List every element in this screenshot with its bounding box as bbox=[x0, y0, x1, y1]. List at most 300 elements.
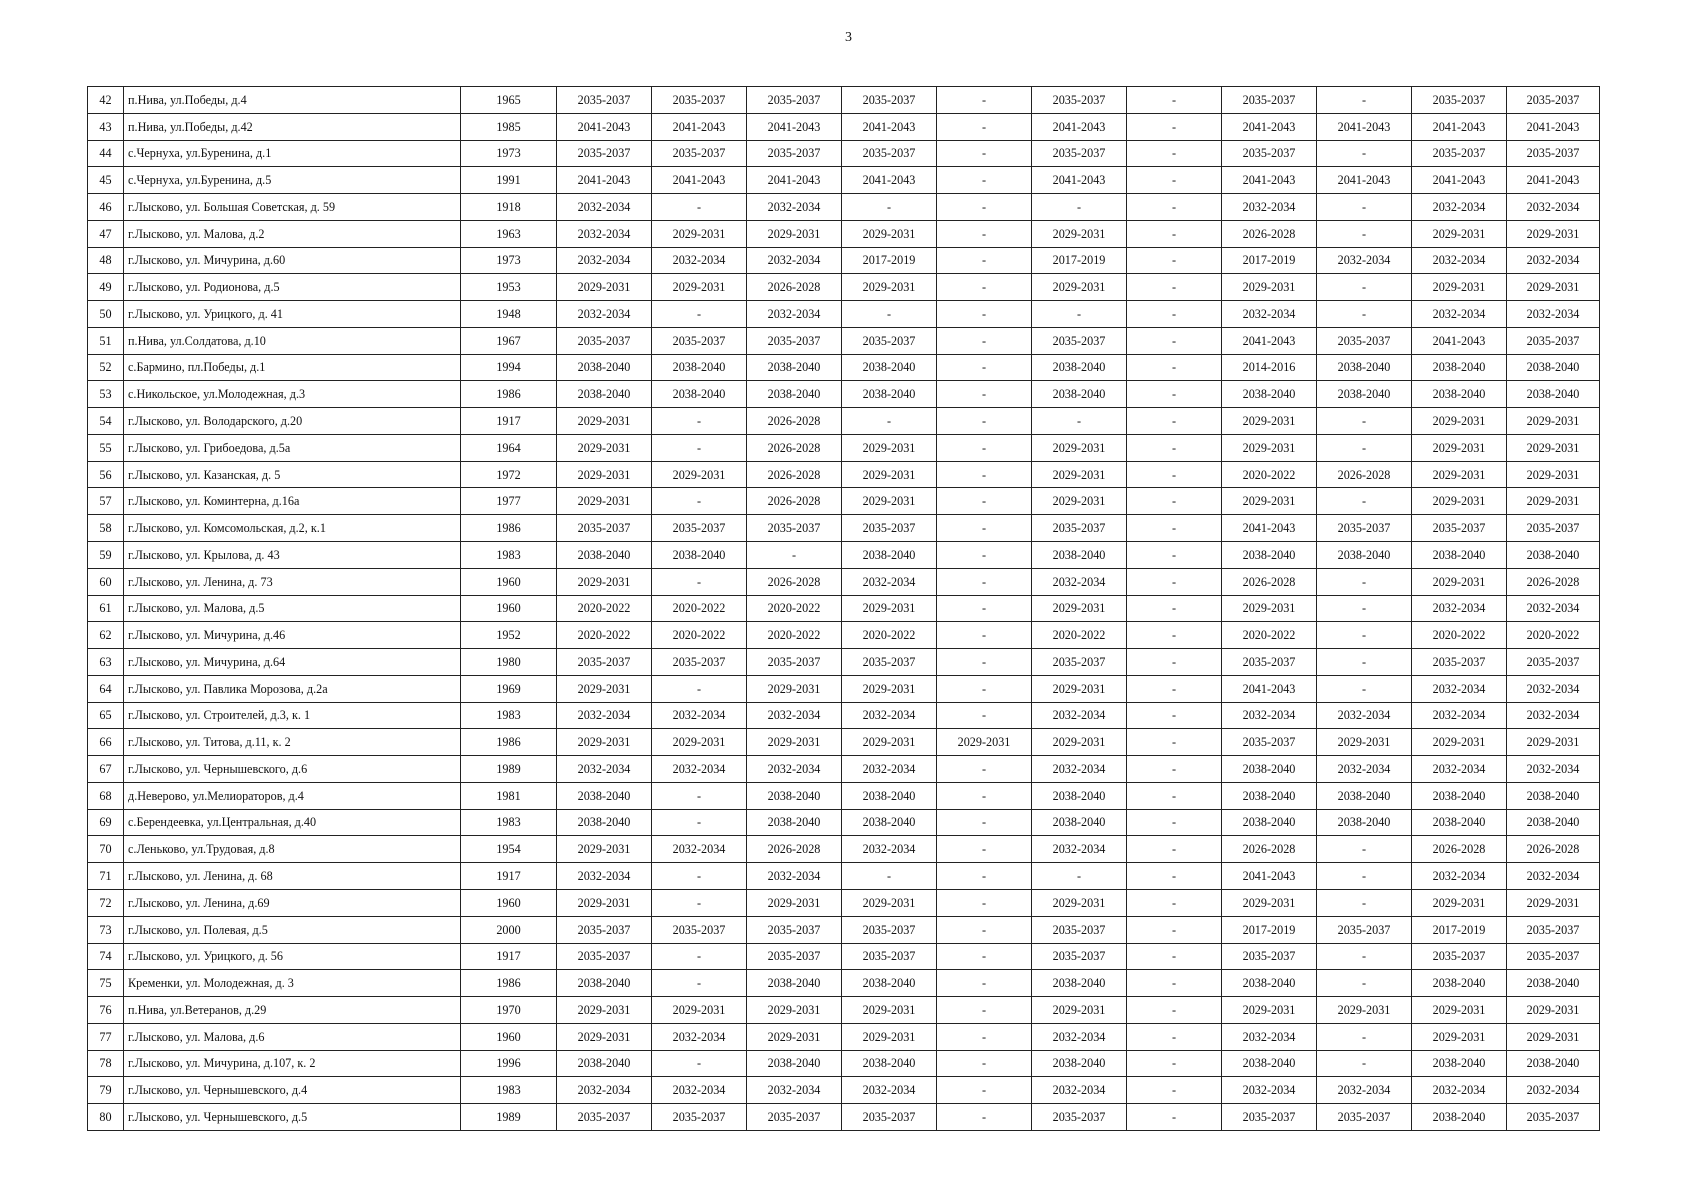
period-cell: 2038-2040 bbox=[1317, 542, 1412, 569]
period-cell: - bbox=[1127, 863, 1222, 890]
row-number-cell: 75 bbox=[88, 970, 124, 997]
period-cell: 2032-2034 bbox=[1412, 702, 1507, 729]
year-cell: 1977 bbox=[461, 488, 557, 515]
period-cell: 2041-2043 bbox=[842, 113, 937, 140]
period-cell: - bbox=[1127, 1050, 1222, 1077]
period-cell: 2035-2037 bbox=[557, 649, 652, 676]
period-cell: - bbox=[937, 381, 1032, 408]
period-cell: 2038-2040 bbox=[1317, 782, 1412, 809]
period-cell: - bbox=[1127, 622, 1222, 649]
table-row bbox=[88, 113, 1600, 140]
period-cell: 2041-2043 bbox=[1507, 167, 1600, 194]
row-number-cell: 67 bbox=[88, 756, 124, 783]
period-cell: - bbox=[1317, 274, 1412, 301]
period-cell: 2035-2037 bbox=[652, 515, 747, 542]
period-cell: 2032-2034 bbox=[1412, 863, 1507, 890]
period-cell: - bbox=[937, 782, 1032, 809]
period-cell: 2026-2028 bbox=[747, 568, 842, 595]
address-cell: г.Лысково, ул. Чернышевского, д.4 bbox=[124, 1077, 461, 1104]
row-number-cell: 73 bbox=[88, 916, 124, 943]
year-cell: 1991 bbox=[461, 167, 557, 194]
period-cell: - bbox=[1127, 301, 1222, 328]
row-number-cell: 44 bbox=[88, 140, 124, 167]
year-cell: 1989 bbox=[461, 1104, 557, 1131]
year-cell: 1969 bbox=[461, 675, 557, 702]
period-cell: - bbox=[937, 756, 1032, 783]
year-cell: 1986 bbox=[461, 729, 557, 756]
period-cell: 2032-2034 bbox=[652, 836, 747, 863]
period-cell: 2029-2031 bbox=[937, 729, 1032, 756]
period-cell: 2029-2031 bbox=[747, 997, 842, 1024]
period-cell: 2029-2031 bbox=[557, 836, 652, 863]
address-cell: г.Лысково, ул. Коминтерна, д.16а bbox=[124, 488, 461, 515]
period-cell: 2029-2031 bbox=[1507, 729, 1600, 756]
period-cell: 2017-2019 bbox=[1222, 247, 1317, 274]
period-cell: 2035-2037 bbox=[1507, 327, 1600, 354]
period-cell: 2029-2031 bbox=[1317, 729, 1412, 756]
period-cell: 2029-2031 bbox=[652, 729, 747, 756]
period-cell: 2041-2043 bbox=[1032, 167, 1127, 194]
period-cell: - bbox=[1317, 194, 1412, 221]
period-cell: 2029-2031 bbox=[842, 220, 937, 247]
period-cell: - bbox=[1127, 1023, 1222, 1050]
period-cell: 2032-2034 bbox=[1032, 568, 1127, 595]
period-cell: - bbox=[937, 889, 1032, 916]
address-cell: с.Никольское, ул.Молодежная, д.3 bbox=[124, 381, 461, 408]
row-number-cell: 64 bbox=[88, 675, 124, 702]
page-number: 3 bbox=[845, 30, 852, 45]
period-cell: 2029-2031 bbox=[1032, 488, 1127, 515]
row-number-cell: 63 bbox=[88, 649, 124, 676]
period-cell: - bbox=[652, 782, 747, 809]
row-number-cell: 57 bbox=[88, 488, 124, 515]
period-cell: 2038-2040 bbox=[1032, 381, 1127, 408]
period-cell: 2041-2043 bbox=[747, 167, 842, 194]
year-cell: 1983 bbox=[461, 542, 557, 569]
address-cell: г.Лысково, ул. Титова, д.11, к. 2 bbox=[124, 729, 461, 756]
period-cell: 2026-2028 bbox=[747, 408, 842, 435]
year-cell: 2000 bbox=[461, 916, 557, 943]
period-cell: - bbox=[1317, 301, 1412, 328]
period-cell: 2038-2040 bbox=[747, 970, 842, 997]
period-cell: 2041-2043 bbox=[1222, 113, 1317, 140]
row-number-cell: 79 bbox=[88, 1077, 124, 1104]
period-cell: - bbox=[1127, 274, 1222, 301]
period-cell: 2032-2034 bbox=[842, 702, 937, 729]
period-cell: 2038-2040 bbox=[1507, 809, 1600, 836]
period-cell: 2038-2040 bbox=[1032, 354, 1127, 381]
address-cell: г.Лысково, ул. Володарского, д.20 bbox=[124, 408, 461, 435]
period-cell: 2032-2034 bbox=[1507, 247, 1600, 274]
period-cell: - bbox=[1127, 729, 1222, 756]
period-cell: 2038-2040 bbox=[1222, 542, 1317, 569]
year-cell: 1960 bbox=[461, 595, 557, 622]
period-cell: - bbox=[937, 943, 1032, 970]
period-cell: 2032-2034 bbox=[1412, 1077, 1507, 1104]
period-cell: - bbox=[1317, 675, 1412, 702]
period-cell: 2038-2040 bbox=[1507, 354, 1600, 381]
period-cell: 2017-2019 bbox=[1412, 916, 1507, 943]
address-cell: с.Чернуха, ул.Буренина, д.1 bbox=[124, 140, 461, 167]
period-cell: 2035-2037 bbox=[1222, 729, 1317, 756]
period-cell: - bbox=[1127, 515, 1222, 542]
period-cell: 2029-2031 bbox=[1507, 1023, 1600, 1050]
period-cell: 2032-2034 bbox=[652, 756, 747, 783]
period-cell: 2035-2037 bbox=[1032, 649, 1127, 676]
period-cell: 2032-2034 bbox=[1412, 595, 1507, 622]
period-cell: - bbox=[937, 836, 1032, 863]
row-number-cell: 66 bbox=[88, 729, 124, 756]
period-cell: 2020-2022 bbox=[1412, 622, 1507, 649]
address-cell: с.Чернуха, ул.Буренина, д.5 bbox=[124, 167, 461, 194]
period-cell: 2029-2031 bbox=[1032, 434, 1127, 461]
row-number-cell: 53 bbox=[88, 381, 124, 408]
period-cell: 2032-2034 bbox=[557, 194, 652, 221]
period-cell: 2035-2037 bbox=[1412, 140, 1507, 167]
address-cell: Кременки, ул. Молодежная, д. 3 bbox=[124, 970, 461, 997]
period-cell: 2029-2031 bbox=[557, 408, 652, 435]
period-cell: 2029-2031 bbox=[652, 220, 747, 247]
period-cell: - bbox=[652, 943, 747, 970]
period-cell: 2038-2040 bbox=[842, 381, 937, 408]
year-cell: 1985 bbox=[461, 113, 557, 140]
period-cell: 2029-2031 bbox=[1412, 997, 1507, 1024]
period-cell: 2038-2040 bbox=[1317, 354, 1412, 381]
period-cell: 2035-2037 bbox=[747, 515, 842, 542]
year-cell: 1973 bbox=[461, 140, 557, 167]
table-row bbox=[88, 649, 1600, 676]
period-cell: 2032-2034 bbox=[1032, 1077, 1127, 1104]
period-cell: 2035-2037 bbox=[652, 916, 747, 943]
period-cell: - bbox=[1317, 649, 1412, 676]
period-cell: - bbox=[937, 649, 1032, 676]
period-cell: 2038-2040 bbox=[1032, 970, 1127, 997]
table-row bbox=[88, 274, 1600, 301]
period-cell: - bbox=[937, 1023, 1032, 1050]
period-cell: 2038-2040 bbox=[842, 809, 937, 836]
year-cell: 1973 bbox=[461, 247, 557, 274]
period-cell: 2035-2037 bbox=[842, 916, 937, 943]
period-cell: - bbox=[1127, 87, 1222, 114]
period-cell: 2038-2040 bbox=[1032, 782, 1127, 809]
period-cell: 2029-2031 bbox=[842, 461, 937, 488]
row-number-cell: 58 bbox=[88, 515, 124, 542]
address-cell: г.Лысково, ул. Казанская, д. 5 bbox=[124, 461, 461, 488]
period-cell: - bbox=[937, 247, 1032, 274]
period-cell: 2026-2028 bbox=[1412, 836, 1507, 863]
period-cell: - bbox=[1127, 434, 1222, 461]
period-cell: 2032-2034 bbox=[747, 247, 842, 274]
period-cell: 2032-2034 bbox=[1317, 1077, 1412, 1104]
period-cell: - bbox=[1317, 836, 1412, 863]
period-cell: 2032-2034 bbox=[747, 1077, 842, 1104]
period-cell: 2032-2034 bbox=[1317, 756, 1412, 783]
period-cell: 2038-2040 bbox=[1412, 970, 1507, 997]
year-cell: 1980 bbox=[461, 649, 557, 676]
period-cell: 2032-2034 bbox=[1032, 702, 1127, 729]
period-cell: 2032-2034 bbox=[557, 756, 652, 783]
period-cell: 2029-2031 bbox=[747, 889, 842, 916]
address-cell: г.Лысково, ул. Мичурина, д.107, к. 2 bbox=[124, 1050, 461, 1077]
row-number-cell: 61 bbox=[88, 595, 124, 622]
period-cell: - bbox=[1317, 87, 1412, 114]
address-cell: г.Лысково, ул. Мичурина, д.46 bbox=[124, 622, 461, 649]
year-cell: 1983 bbox=[461, 809, 557, 836]
address-cell: с.Берендеевка, ул.Центральная, д.40 bbox=[124, 809, 461, 836]
year-cell: 1983 bbox=[461, 1077, 557, 1104]
address-cell: г.Лысково, ул. Урицкого, д. 56 bbox=[124, 943, 461, 970]
period-cell: 2038-2040 bbox=[557, 809, 652, 836]
row-number-cell: 51 bbox=[88, 327, 124, 354]
period-cell: - bbox=[937, 970, 1032, 997]
period-cell: 2038-2040 bbox=[1507, 970, 1600, 997]
period-cell: - bbox=[1127, 970, 1222, 997]
period-cell: 2029-2031 bbox=[747, 220, 842, 247]
period-cell: - bbox=[937, 113, 1032, 140]
period-cell: 2032-2034 bbox=[1222, 702, 1317, 729]
period-cell: - bbox=[937, 515, 1032, 542]
period-cell: - bbox=[937, 167, 1032, 194]
address-cell: с.Леньково, ул.Трудовая, д.8 bbox=[124, 836, 461, 863]
period-cell: 2029-2031 bbox=[652, 274, 747, 301]
period-cell: 2014-2016 bbox=[1222, 354, 1317, 381]
period-cell: 2041-2043 bbox=[1222, 515, 1317, 542]
period-cell: - bbox=[1317, 434, 1412, 461]
address-cell: г.Лысково, ул. Чернышевского, д.6 bbox=[124, 756, 461, 783]
period-cell: 2041-2043 bbox=[652, 113, 747, 140]
year-cell: 1953 bbox=[461, 274, 557, 301]
period-cell: - bbox=[1127, 997, 1222, 1024]
period-cell: 2029-2031 bbox=[842, 434, 937, 461]
period-cell: 2038-2040 bbox=[557, 1050, 652, 1077]
year-cell: 1981 bbox=[461, 782, 557, 809]
period-cell: 2038-2040 bbox=[652, 542, 747, 569]
period-cell: 2029-2031 bbox=[1507, 220, 1600, 247]
period-cell: 2041-2043 bbox=[747, 113, 842, 140]
row-number-cell: 50 bbox=[88, 301, 124, 328]
period-cell: 2020-2022 bbox=[1032, 622, 1127, 649]
period-cell: 2032-2034 bbox=[652, 1077, 747, 1104]
period-cell: 2038-2040 bbox=[557, 542, 652, 569]
period-cell: 2038-2040 bbox=[1222, 809, 1317, 836]
period-cell: 2041-2043 bbox=[1222, 863, 1317, 890]
period-cell: 2029-2031 bbox=[747, 1023, 842, 1050]
period-cell: 2038-2040 bbox=[557, 354, 652, 381]
period-cell: 2035-2037 bbox=[557, 943, 652, 970]
period-cell: 2041-2043 bbox=[1317, 113, 1412, 140]
period-cell: 2029-2031 bbox=[1507, 434, 1600, 461]
address-cell: д.Неверово, ул.Мелиораторов, д.4 bbox=[124, 782, 461, 809]
period-cell: - bbox=[1127, 916, 1222, 943]
period-cell: - bbox=[937, 1050, 1032, 1077]
period-cell: - bbox=[1127, 408, 1222, 435]
period-cell: - bbox=[1317, 970, 1412, 997]
year-cell: 1986 bbox=[461, 515, 557, 542]
period-cell: - bbox=[937, 327, 1032, 354]
period-cell: - bbox=[1317, 943, 1412, 970]
table-row bbox=[88, 702, 1600, 729]
period-cell: 2038-2040 bbox=[1412, 1104, 1507, 1131]
period-cell: - bbox=[1032, 301, 1127, 328]
address-cell: г.Лысково, ул. Малова, д.6 bbox=[124, 1023, 461, 1050]
period-cell: 2038-2040 bbox=[1412, 381, 1507, 408]
period-cell: 2032-2034 bbox=[1507, 702, 1600, 729]
period-cell: 2029-2031 bbox=[652, 461, 747, 488]
row-number-cell: 55 bbox=[88, 434, 124, 461]
period-cell: - bbox=[937, 809, 1032, 836]
period-cell: 2035-2037 bbox=[747, 140, 842, 167]
period-cell: 2029-2031 bbox=[747, 729, 842, 756]
period-cell: - bbox=[1127, 247, 1222, 274]
period-cell: 2026-2028 bbox=[747, 461, 842, 488]
period-cell: - bbox=[1317, 622, 1412, 649]
table-row bbox=[88, 408, 1600, 435]
row-number-cell: 48 bbox=[88, 247, 124, 274]
period-cell: 2038-2040 bbox=[842, 542, 937, 569]
period-cell: 2032-2034 bbox=[842, 756, 937, 783]
year-cell: 1970 bbox=[461, 997, 557, 1024]
period-cell: 2029-2031 bbox=[1507, 997, 1600, 1024]
table-row bbox=[88, 87, 1600, 114]
address-cell: г.Лысково, ул. Большая Советская, д. 59 bbox=[124, 194, 461, 221]
period-cell: 2026-2028 bbox=[747, 836, 842, 863]
period-cell: 2035-2037 bbox=[842, 515, 937, 542]
period-cell: 2032-2034 bbox=[1222, 194, 1317, 221]
period-cell: 2041-2043 bbox=[1412, 327, 1507, 354]
period-cell: - bbox=[1127, 194, 1222, 221]
period-cell: 2020-2022 bbox=[842, 622, 937, 649]
period-cell: 2029-2031 bbox=[1222, 434, 1317, 461]
period-cell: 2029-2031 bbox=[557, 434, 652, 461]
period-cell: - bbox=[652, 1050, 747, 1077]
period-cell: 2038-2040 bbox=[557, 970, 652, 997]
period-cell: 2029-2031 bbox=[557, 461, 652, 488]
period-cell: 2038-2040 bbox=[747, 354, 842, 381]
period-cell: 2035-2037 bbox=[652, 327, 747, 354]
table-row bbox=[88, 782, 1600, 809]
period-cell: 2038-2040 bbox=[1032, 542, 1127, 569]
address-cell: г.Лысково, ул. Чернышевского, д.5 bbox=[124, 1104, 461, 1131]
period-cell: - bbox=[1127, 1104, 1222, 1131]
period-cell: 2032-2034 bbox=[1412, 675, 1507, 702]
period-cell: - bbox=[1127, 836, 1222, 863]
period-cell: 2038-2040 bbox=[1507, 1050, 1600, 1077]
period-cell: - bbox=[652, 194, 747, 221]
period-cell: 2035-2037 bbox=[747, 649, 842, 676]
period-cell: - bbox=[1127, 809, 1222, 836]
year-cell: 1963 bbox=[461, 220, 557, 247]
period-cell: 2029-2031 bbox=[1032, 595, 1127, 622]
period-cell: 2035-2037 bbox=[1222, 140, 1317, 167]
period-cell: 2026-2028 bbox=[747, 434, 842, 461]
period-cell: 2038-2040 bbox=[652, 354, 747, 381]
period-cell: 2038-2040 bbox=[1317, 381, 1412, 408]
period-cell: - bbox=[1127, 675, 1222, 702]
period-cell: - bbox=[937, 354, 1032, 381]
period-cell: - bbox=[937, 87, 1032, 114]
period-cell: 2035-2037 bbox=[1222, 649, 1317, 676]
table-row bbox=[88, 301, 1600, 328]
period-cell: 2029-2031 bbox=[842, 595, 937, 622]
period-cell: 2035-2037 bbox=[652, 1104, 747, 1131]
period-cell: 2020-2022 bbox=[1222, 461, 1317, 488]
period-cell: 2038-2040 bbox=[1412, 1050, 1507, 1077]
period-cell: 2035-2037 bbox=[1032, 87, 1127, 114]
row-number-cell: 45 bbox=[88, 167, 124, 194]
period-cell: 2032-2034 bbox=[557, 1077, 652, 1104]
row-number-cell: 47 bbox=[88, 220, 124, 247]
period-cell: 2029-2031 bbox=[1222, 889, 1317, 916]
period-cell: 2038-2040 bbox=[1032, 809, 1127, 836]
period-cell: - bbox=[937, 408, 1032, 435]
period-cell: 2035-2037 bbox=[842, 1104, 937, 1131]
period-cell: - bbox=[937, 301, 1032, 328]
row-number-cell: 76 bbox=[88, 997, 124, 1024]
period-cell: - bbox=[1127, 756, 1222, 783]
period-cell: 2035-2037 bbox=[652, 649, 747, 676]
table-row bbox=[88, 943, 1600, 970]
period-cell: - bbox=[937, 997, 1032, 1024]
period-cell: 2032-2034 bbox=[1507, 756, 1600, 783]
period-cell: - bbox=[1127, 568, 1222, 595]
period-cell: - bbox=[937, 1077, 1032, 1104]
period-cell: - bbox=[1127, 649, 1222, 676]
period-cell: 2032-2034 bbox=[557, 301, 652, 328]
period-cell: 2029-2031 bbox=[1412, 220, 1507, 247]
period-cell: - bbox=[652, 434, 747, 461]
period-cell: - bbox=[747, 542, 842, 569]
table-row bbox=[88, 568, 1600, 595]
period-cell: 2029-2031 bbox=[1222, 274, 1317, 301]
period-cell: 2041-2043 bbox=[1222, 675, 1317, 702]
period-cell: 2038-2040 bbox=[1032, 1050, 1127, 1077]
row-number-cell: 46 bbox=[88, 194, 124, 221]
period-cell: 2032-2034 bbox=[1032, 836, 1127, 863]
period-cell: 2035-2037 bbox=[747, 1104, 842, 1131]
period-cell: 2035-2037 bbox=[1032, 943, 1127, 970]
period-cell: - bbox=[1032, 194, 1127, 221]
period-cell: 2029-2031 bbox=[842, 729, 937, 756]
row-number-cell: 80 bbox=[88, 1104, 124, 1131]
period-cell: 2038-2040 bbox=[1507, 542, 1600, 569]
period-cell: - bbox=[652, 675, 747, 702]
period-cell: - bbox=[1127, 943, 1222, 970]
period-cell: 2035-2037 bbox=[1412, 515, 1507, 542]
period-cell: - bbox=[937, 140, 1032, 167]
period-cell: 2029-2031 bbox=[1222, 408, 1317, 435]
period-cell: 2032-2034 bbox=[747, 301, 842, 328]
table-row bbox=[88, 889, 1600, 916]
period-cell: 2029-2031 bbox=[1222, 997, 1317, 1024]
period-cell: - bbox=[1127, 327, 1222, 354]
period-cell: 2038-2040 bbox=[842, 1050, 937, 1077]
period-cell: 2041-2043 bbox=[1222, 327, 1317, 354]
period-cell: 2035-2037 bbox=[1032, 327, 1127, 354]
period-cell: - bbox=[937, 274, 1032, 301]
period-cell: 2026-2028 bbox=[1222, 836, 1317, 863]
period-cell: 2029-2031 bbox=[1412, 434, 1507, 461]
period-cell: 2029-2031 bbox=[1032, 997, 1127, 1024]
period-cell: - bbox=[937, 220, 1032, 247]
address-cell: п.Нива, ул.Победы, д.4 bbox=[124, 87, 461, 114]
period-cell: - bbox=[1317, 1023, 1412, 1050]
period-cell: 2020-2022 bbox=[1222, 622, 1317, 649]
year-cell: 1952 bbox=[461, 622, 557, 649]
year-cell: 1917 bbox=[461, 408, 557, 435]
address-cell: г.Лысково, ул. Полевая, д.5 bbox=[124, 916, 461, 943]
table-row bbox=[88, 354, 1600, 381]
period-cell: 2035-2037 bbox=[747, 943, 842, 970]
